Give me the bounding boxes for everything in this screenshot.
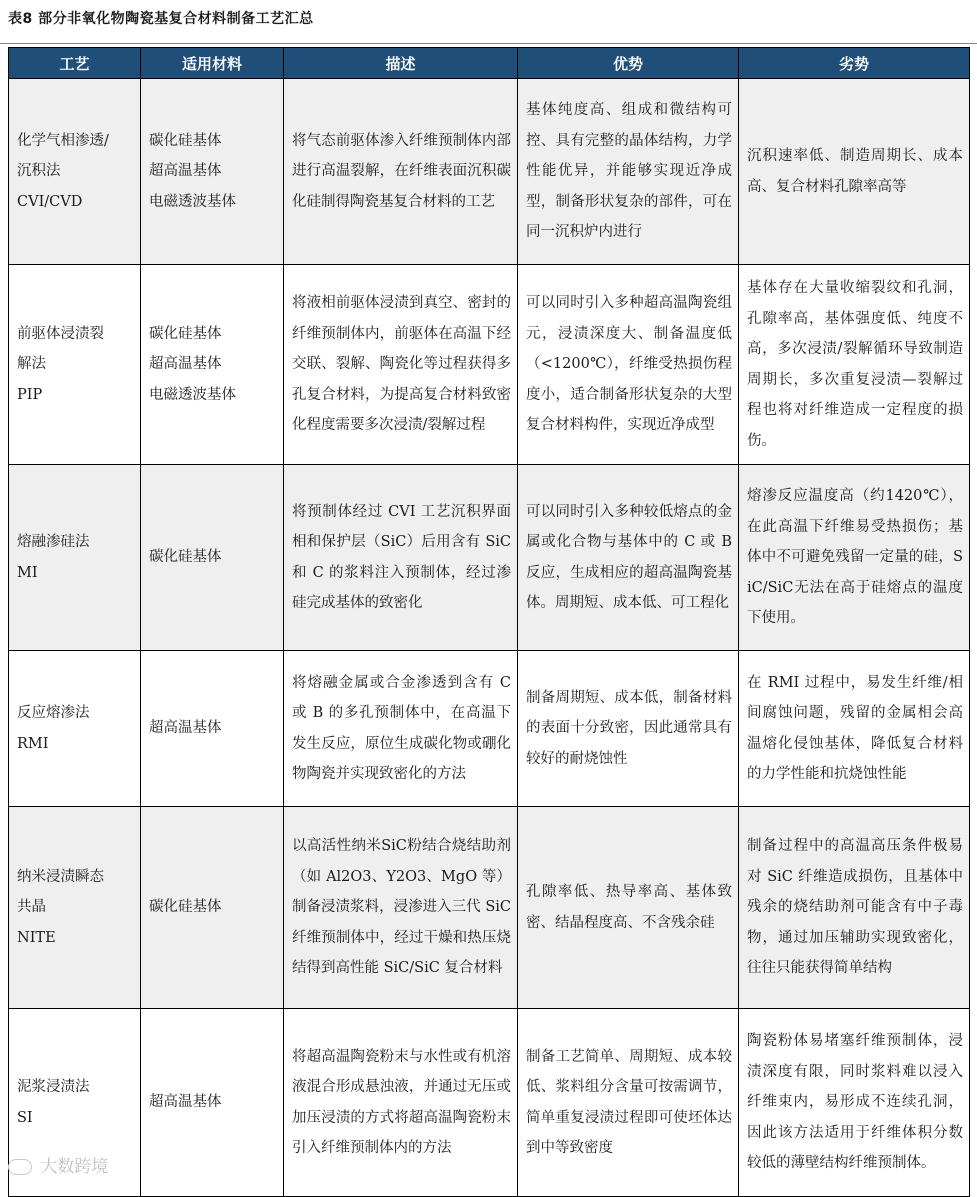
caption-divider	[0, 43, 977, 44]
table-row	[9, 465, 970, 651]
material-line: 超高温基体	[149, 1094, 222, 1111]
cell-advantages: 制备周期短、成本低，制备材料的表面十分致密，因此通常具有较好的耐烧蚀性	[518, 651, 739, 807]
cell-description: 以高活性纳米SiC粉结合烧结助剂（如 Al2O3、Y2O3、MgO 等）制备浸渍浆料，浸渗进入三代 SiC 纤维预制体中，经过干燥和热压烧结得到高性能 SiC/SiC 复合材料	[284, 807, 518, 1009]
process-line: 化学气相渗透/	[17, 132, 109, 149]
cell-advantages: 孔隙率低、热导率高、基体致密、结晶程度高、不含残余硅	[518, 807, 739, 1009]
process-line: CVI/CVD	[17, 193, 83, 210]
process-line: 沉积法	[17, 163, 61, 180]
watermark-text: 大数跨境	[40, 1157, 109, 1177]
material-line: 超高温基体	[149, 356, 222, 373]
process-line: 纳米浸渍瞬态	[17, 868, 104, 885]
material-line: 碳化硅基体	[149, 549, 222, 566]
cell-advantages: 制备工艺简单、周期短、成本较低、浆料组分含量可按需调节，简单重复浸渍过程即可使坯体达到中等致密度	[518, 1009, 739, 1197]
material-line: 电磁透波基体	[149, 193, 236, 210]
cell-description: 将预制体经过 CVI 工艺沉积界面相和保护层（SiC）后用含有 SiC 和 C 的浆料注入预制体，经过渗硅完成基体的致密化	[284, 465, 518, 651]
process-line: 共晶	[17, 899, 46, 916]
material-line: 电磁透波基体	[149, 386, 236, 403]
cell-process	[9, 807, 141, 1009]
cell-disadvantages: 沉积速率低、制造周期长、成本高、复合材料孔隙率高等	[739, 79, 970, 265]
cell-disadvantages: 在 RMI 过程中，易发生纤维/相间腐蚀问题，残留的金属相会高温熔化侵蚀基体，降低复合材料的力学性能和抗烧蚀性能	[739, 651, 970, 807]
cell-disadvantages: 基体存在大量收缩裂纹和孔洞，孔隙率高，基体强度低、纯度不高，多次浸渍/裂解循环导致制造周期长，多次重复浸渍—裂解过程也将对纤维造成一定程度的损伤。	[739, 265, 970, 465]
cell-description: 将超高温陶瓷粉末与水性或有机溶液混合形成悬浊液，并通过无压或加压浸渍的方式将超高温陶瓷粉末引入纤维预制体内的方法	[284, 1009, 518, 1197]
watermark	[8, 1152, 108, 1177]
table-row	[9, 265, 970, 465]
process-line: NITE	[17, 929, 56, 946]
cell-materials	[141, 651, 284, 807]
chat-bubble-icon	[8, 1159, 32, 1175]
cell-disadvantages: 制备过程中的高温高压条件极易对 SiC 纤维造成损伤，且基体中残余的烧结助剂可能含有中子毒物，通过加压辅助实现致密化，往往只能获得简单结构	[739, 807, 970, 1009]
cell-materials	[141, 807, 284, 1009]
cell-description: 将熔融金属或合金渗透到含有 C 或 B 的多孔预制体中，在高温下发生反应，原位生成碳化物或硼化物陶瓷并实现致密化的方法	[284, 651, 518, 807]
cell-materials	[141, 1009, 284, 1197]
cell-disadvantages: 熔渗反应温度高（约1420℃），在此高温下纤维易受热损伤；基体中不可避免残留一定量的硅，SiC/SiC无法在高于硅熔点的温度下使用。	[739, 465, 970, 651]
cell-materials	[141, 265, 284, 465]
cell-materials	[141, 465, 284, 651]
cell-process	[9, 465, 141, 651]
table-caption: 表8 部分非氧化物陶瓷基复合材料制备工艺汇总	[8, 11, 314, 27]
cell-advantages: 可以同时引入多种较低熔点的金属或化合物与基体中的 C 或 B 反应，生成相应的超高温陶瓷基体。周期短、成本低、可工程化	[518, 465, 739, 651]
cell-advantages: 基体纯度高、组成和微结构可控、具有完整的晶体结构，力学性能优异，并能够实现近净成型，制备形状复杂的部件，可在同一沉积炉内进行	[518, 79, 739, 265]
process-line: SI	[17, 1109, 33, 1126]
cell-process	[9, 79, 141, 265]
material-line: 碳化硅基体	[149, 132, 222, 149]
table-row	[9, 79, 970, 265]
material-line: 碳化硅基体	[149, 325, 222, 342]
process-line: 熔融渗硅法	[17, 534, 90, 550]
header-materials: 适用材料	[141, 48, 284, 79]
process-line: PIP	[17, 386, 43, 403]
process-line: 解法	[17, 356, 46, 373]
process-line: RMI	[17, 735, 49, 752]
cell-process	[9, 651, 141, 807]
header-row	[9, 48, 970, 79]
cell-process	[9, 265, 141, 465]
header-description: 描述	[284, 48, 518, 79]
header-advantages: 优势	[518, 48, 739, 79]
cell-description: 将气态前驱体渗入纤维预制体内部进行高温裂解，在纤维表面沉积碳化硅制得陶瓷基复合材料的工艺	[284, 79, 518, 265]
header-process: 工艺	[9, 48, 141, 79]
cell-advantages: 可以同时引入多种超高温陶瓷组元，浸渍深度大、制备温度低（<1200℃），纤维受热损伤程度小，适合制备形状复杂的大型复合材料构件，实现近净成型	[518, 265, 739, 465]
table-row	[9, 1009, 970, 1197]
table-row	[9, 807, 970, 1009]
material-line: 碳化硅基体	[149, 899, 222, 916]
process-line: 反应熔渗法	[17, 705, 90, 721]
process-line: 泥浆浸渍法	[17, 1079, 90, 1095]
cell-description: 将液相前驱体浸渍到真空、密封的纤维预制体内，前驱体在高温下经交联、裂解、陶瓷化等过程获得多孔复合材料，为提高复合材料致密化程度需要多次浸渍/裂解过程	[284, 265, 518, 465]
process-table	[8, 47, 970, 1197]
process-line: MI	[17, 564, 38, 581]
material-line: 超高温基体	[149, 720, 222, 737]
cell-materials	[141, 79, 284, 265]
table-row	[9, 651, 970, 807]
material-line: 超高温基体	[149, 163, 222, 180]
header-disadvantages: 劣势	[739, 48, 970, 79]
process-line: 前驱体浸渍裂	[17, 325, 104, 342]
cell-disadvantages: 陶瓷粉体易堵塞纤维预制体，浸渍深度有限，同时浆料难以浸入纤维束内，易形成不连续孔洞，因此该方法适用于纤维体积分数较低的薄壁结构纤维预制体。	[739, 1009, 970, 1197]
